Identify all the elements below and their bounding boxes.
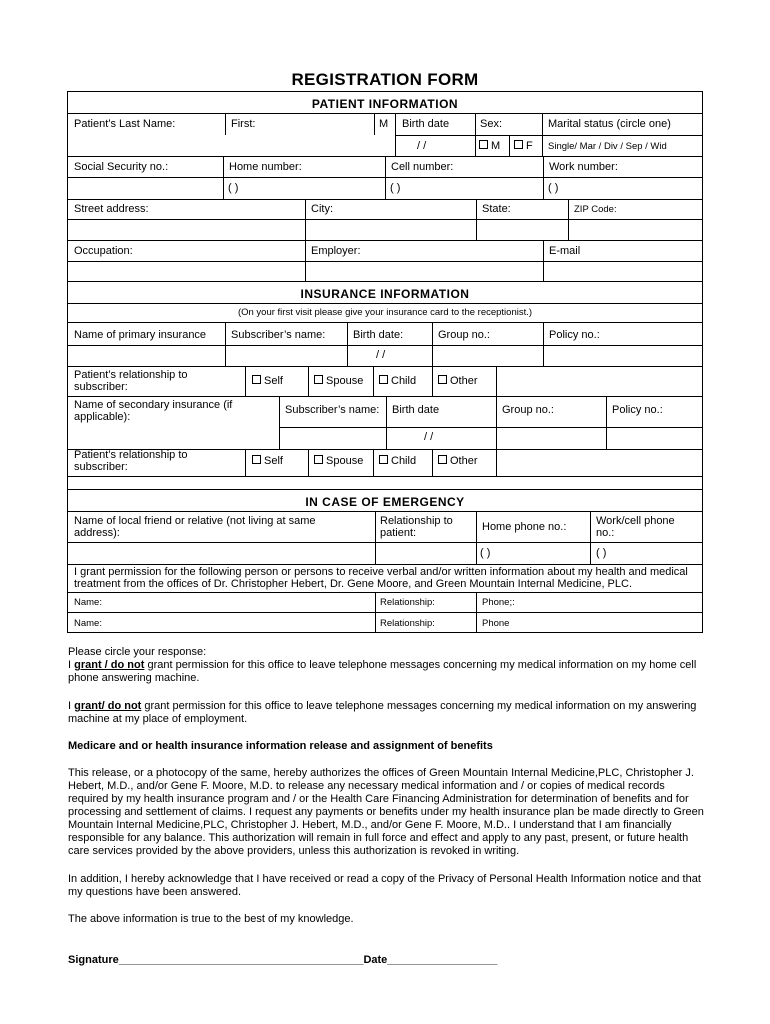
- self-option-2[interactable]: Self: [252, 455, 283, 467]
- form-title: REGISTRATION FORM: [291, 70, 479, 89]
- sex-f-option[interactable]: F: [514, 140, 533, 152]
- employer-label: Employer:: [311, 245, 361, 257]
- secondary-birth-date-blank[interactable]: / /: [424, 431, 434, 443]
- relationship-to-subscriber-label-2: Patient’s relationship to subscriber:: [74, 449, 188, 473]
- secondary-birth-date-label: Birth date: [392, 404, 440, 416]
- state-label: State:: [482, 203, 511, 215]
- home-number-blank[interactable]: ( ): [228, 182, 239, 194]
- cell-number-label: Cell number:: [391, 161, 454, 173]
- cell-number-blank[interactable]: ( ): [390, 182, 401, 194]
- home-number-label: Home number:: [229, 161, 302, 173]
- primary-birth-date-blank[interactable]: / /: [376, 349, 386, 361]
- secondary-insurance-label: Name of secondary insurance (if applicable):: [74, 399, 233, 423]
- contact-relationship-label-1: Relationship:: [380, 597, 435, 608]
- local-contact-label: Name of local friend or relative (not living at same address):: [74, 515, 316, 539]
- sex-m-option[interactable]: M: [479, 140, 500, 152]
- secondary-policy-number-label: Policy no.:: [612, 404, 663, 416]
- work-consent-choice[interactable]: grant/ do not: [74, 700, 142, 712]
- last-name-label: Patient’s Last Name:: [74, 118, 176, 130]
- contact-name-label-2: Name:: [74, 618, 102, 629]
- secondary-group-number-label: Group no.:: [502, 404, 554, 416]
- spouse-option[interactable]: Spouse: [314, 375, 363, 387]
- release-paragraph: This release, or a photocopy of the same, hereby authorizes the offices of Green Mountain Internal Medicine,PLC, Christopher J. Hebert, M.D., and/or Gene F. Moore, M.D. to release any necessary medical information and / or copies of medical records required by my health insurance program and / or the Health Care Financing Administration for determination of benefits and for processing and settlement of claims. I request any payments or benefits under my health insurance plan be made directly to Green Mountain Internal Medicine,PLC, Christopher J. Hebert, M.D., and/or Gene F. Moore, M.D.. I understand that I am financially responsible for any balance. This authorization will remain in full force and effect and apply to any past, present, or future health care services provided by the above providers, unless this authorization is revoked in writing.: [68, 767, 704, 857]
- truth-statement: The above information is true to the best of my knowledge.: [68, 913, 354, 925]
- contact-phone-label-1: Phone;:: [482, 597, 515, 608]
- medicare-heading: Medicare and or health insurance information release and assignment of benefits: [68, 740, 493, 752]
- work-cell-phone-blank[interactable]: ( ): [596, 547, 607, 559]
- relationship-to-subscriber-label: Patient’s relationship to subscriber:: [74, 369, 188, 393]
- child-option[interactable]: Child: [379, 375, 416, 387]
- email-label: E-mail: [549, 245, 581, 257]
- work-messages-consent: I grant/ do not grant permission for this office to leave telephone messages concerning my medical information on my answering machine at my place of employment.: [68, 700, 697, 725]
- sex-label: Sex:: [480, 118, 503, 130]
- home-messages-consent: I grant / do not grant permission for this office to leave telephone messages concerning my medical information on my home cell phone answering machine.: [68, 659, 697, 684]
- spouse-option-2[interactable]: Spouse: [314, 455, 363, 467]
- privacy-acknowledgement: In addition, I hereby acknowledge that I have received or read a copy of the Privacy of Personal Health Information notice and that my questions have been answered.: [68, 873, 701, 898]
- ssn-label: Social Security no.:: [74, 161, 169, 173]
- zip-code-label: ZIP Code:: [574, 204, 617, 215]
- other-option[interactable]: Other: [438, 375, 478, 387]
- checkbox-icon: [438, 455, 447, 464]
- checkbox-icon: [252, 455, 261, 464]
- home-consent-choice[interactable]: grant / do not: [74, 659, 145, 671]
- contact-name-label-1: Name:: [74, 597, 102, 608]
- marital-status-label: Marital status (circle one): [548, 118, 671, 130]
- registration-form: [67, 91, 703, 633]
- checkbox-icon: [314, 375, 323, 384]
- contact-relationship-label-2: Relationship:: [380, 618, 435, 629]
- work-number-blank[interactable]: ( ): [548, 182, 559, 194]
- checkbox-icon: [514, 140, 523, 149]
- work-number-label: Work number:: [549, 161, 618, 173]
- occupation-label: Occupation:: [74, 245, 133, 257]
- checkbox-icon: [379, 455, 388, 464]
- middle-initial-label: M: [379, 118, 389, 130]
- policy-number-label: Policy no.:: [549, 329, 600, 341]
- checkbox-icon: [379, 375, 388, 384]
- child-option-2[interactable]: Child: [379, 455, 416, 467]
- birth-date-label: Birth date: [402, 118, 450, 130]
- primary-birth-date-label: Birth date:: [353, 329, 404, 341]
- checkbox-icon: [479, 140, 488, 149]
- insurance-section-heading: INSURANCE INFORMATION: [300, 287, 470, 301]
- checkbox-icon: [314, 455, 323, 464]
- work-cell-phone-label: Work/cell phone no.:: [596, 515, 675, 539]
- primary-insurance-label: Name of primary insurance: [74, 329, 207, 341]
- checkbox-icon: [252, 375, 261, 384]
- city-label: City:: [311, 203, 333, 215]
- permission-statement: I grant permission for the following person or persons to receive verbal and/or written information about my health and medical treatment from the offices of Dr. Christopher Hebert, Dr. Gene Moore, and Green Mountain Internal Medicine, PLC.: [74, 566, 688, 590]
- marital-options[interactable]: Single/ Mar / Div / Sep / Wid: [548, 141, 667, 152]
- emergency-relationship-label: Relationship to patient:: [380, 515, 453, 539]
- first-name-label: First:: [231, 118, 256, 130]
- circle-response-prompt: Please circle your response:: [68, 646, 207, 658]
- signature-line[interactable]: Signature________________________________________Date__________________: [68, 954, 498, 966]
- contact-phone-label-2: Phone: [482, 618, 510, 629]
- self-option[interactable]: Self: [252, 375, 283, 387]
- checkbox-icon: [438, 375, 447, 384]
- group-number-label: Group no.:: [438, 329, 490, 341]
- home-phone-label: Home phone no.:: [482, 521, 567, 533]
- patient-section-heading: PATIENT INFORMATION: [311, 97, 459, 111]
- secondary-subscriber-name-label: Subscriber’s name:: [285, 404, 380, 416]
- birth-date-blank[interactable]: / /: [417, 140, 427, 152]
- subscriber-name-label: Subscriber’s name:: [231, 329, 326, 341]
- emergency-section-heading: IN CASE OF EMERGENCY: [305, 495, 465, 509]
- other-option-2[interactable]: Other: [438, 455, 478, 467]
- insurance-card-note: (On your first visit please give your insurance card to the receptionist.): [237, 307, 533, 318]
- home-phone-blank[interactable]: ( ): [480, 547, 491, 559]
- street-address-label: Street address:: [74, 203, 149, 215]
